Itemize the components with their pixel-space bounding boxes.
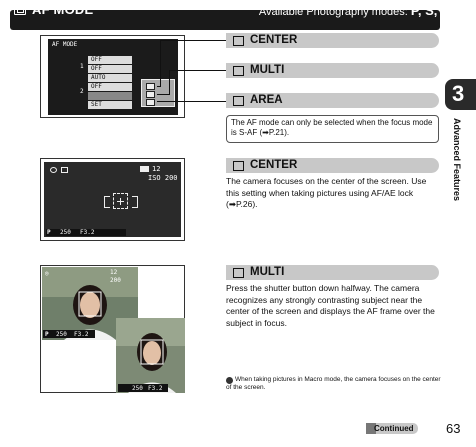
multi-aperture-value-2: F3.2 bbox=[148, 385, 163, 392]
area-option-text: AREA bbox=[250, 94, 283, 106]
multi-aperture-value: F3.2 bbox=[74, 331, 89, 338]
multi-heading-text: MULTI bbox=[250, 266, 285, 278]
center-af-icon bbox=[233, 161, 244, 171]
center-af-icon bbox=[233, 36, 244, 46]
multi-shots-remaining: 12 bbox=[110, 269, 118, 276]
multi-af-icon bbox=[233, 66, 244, 76]
pointer-line bbox=[169, 70, 170, 95]
chapter-label-text: Advanced Features bbox=[452, 118, 462, 202]
page-number: 63 bbox=[446, 421, 461, 436]
multi-iso-value: 200 bbox=[110, 277, 121, 284]
af-mode-icon bbox=[14, 4, 26, 15]
chapter-number: 3 bbox=[452, 81, 465, 106]
available-modes bbox=[259, 3, 468, 18]
note-text: The AF mode can only be selected when the focus mode is S-AF (➡P.21). bbox=[231, 118, 433, 137]
pointer-line bbox=[160, 40, 226, 41]
available-modes-value: P, S, A, M bbox=[410, 3, 468, 18]
metering-icon bbox=[50, 167, 57, 173]
menu-row: OFF bbox=[88, 65, 132, 73]
multi-af-icon bbox=[233, 268, 244, 278]
area-option-icon bbox=[146, 99, 155, 106]
af-frame-bracket-left bbox=[104, 196, 110, 208]
menu-row: SET bbox=[88, 101, 132, 109]
multi-example-photo-2 bbox=[116, 318, 185, 393]
shots-remaining: 12 bbox=[152, 165, 161, 173]
menu-row: OFF bbox=[88, 56, 132, 64]
af-frame-bracket-right bbox=[132, 196, 138, 208]
multi-shutter-speed: 250 bbox=[56, 331, 67, 338]
multi-description: Press the shutter button down halfway. The camera recognizes any strongly contrasting subject near the center of the screen and displays the AF frame over the subject in focus. bbox=[226, 283, 435, 328]
pointer-line bbox=[169, 70, 226, 71]
shooting-mode: P bbox=[47, 229, 51, 236]
menu-screen-title: AF MODE bbox=[52, 41, 78, 48]
menu-row: AUTO bbox=[88, 74, 132, 82]
center-crosshair bbox=[120, 198, 121, 205]
multi-shooting-mode: P bbox=[45, 331, 49, 338]
pointer-line bbox=[160, 40, 161, 87]
af-center-icon bbox=[61, 167, 68, 173]
available-modes-label: Available Photography modes: bbox=[258, 6, 408, 18]
menu-page-number: 1 bbox=[80, 63, 84, 70]
pointer-line bbox=[157, 94, 169, 95]
multi-shutter-speed-2: 250 bbox=[132, 385, 143, 392]
area-af-icon bbox=[233, 96, 244, 106]
multi-option-icon bbox=[146, 91, 155, 98]
quality-icon bbox=[140, 166, 149, 172]
menu-row-selected bbox=[88, 92, 132, 100]
iso-value: ISO 200 bbox=[148, 174, 178, 182]
center-option-icon bbox=[146, 83, 155, 90]
center-heading-text: CENTER bbox=[250, 159, 298, 171]
continued-text: Continued bbox=[374, 424, 414, 433]
aperture-value: F3.2 bbox=[80, 229, 95, 236]
multi-option-text: MULTI bbox=[250, 64, 285, 76]
metering-icon: ◎ bbox=[45, 270, 49, 277]
menu-row: OFF bbox=[88, 83, 132, 91]
center-description: The camera focuses on the center of the screen. Use this setting when taking pictures using AF/AE lock (➡P.26). bbox=[226, 176, 427, 209]
macro-note: When taking pictures in Macro mode, the camera focuses on the center of the screen. bbox=[226, 376, 441, 391]
section-title: AF MODE bbox=[32, 2, 94, 17]
shutter-speed: 250 bbox=[60, 229, 71, 236]
pointer-line bbox=[157, 101, 226, 102]
center-option-text: CENTER bbox=[250, 34, 298, 46]
chapter-label bbox=[448, 118, 468, 228]
menu-page-number: 2 bbox=[80, 88, 84, 95]
